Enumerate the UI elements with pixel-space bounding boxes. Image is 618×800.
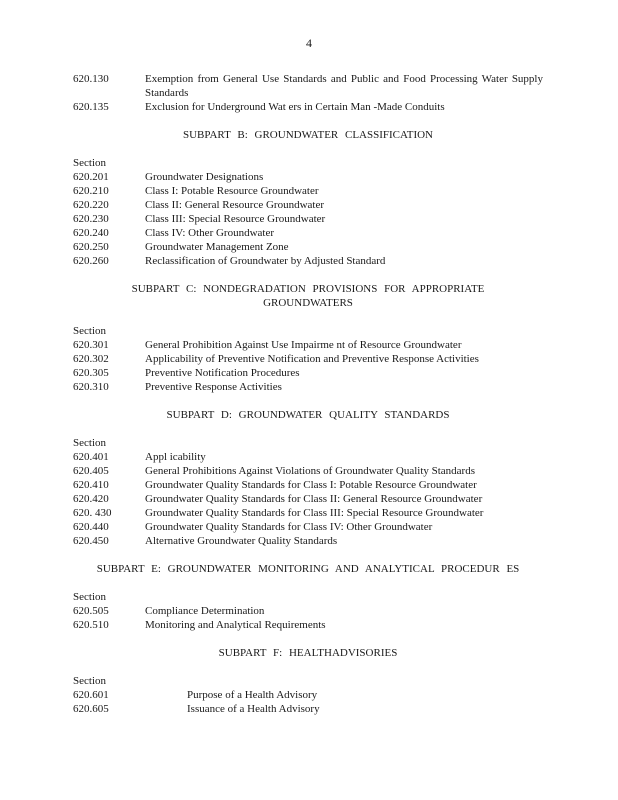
section-number: 620.601 xyxy=(73,689,109,701)
section-title: Issuance of a Health Advisory xyxy=(187,703,320,715)
toc-row xyxy=(73,380,543,394)
section-number: 620.440 xyxy=(73,521,109,533)
subpart-d-heading: SUBPART D: GROUNDWATER QUALITY STANDARDS xyxy=(166,409,450,421)
section-title: Groundwater Quality Standards for Class II: General Resource Groundwater xyxy=(145,493,483,505)
toc-row xyxy=(73,534,543,548)
toc-row xyxy=(73,450,543,464)
section-title: Reclassification of Groundwater by Adjusted Standard xyxy=(145,255,386,267)
section-title: Preventive Notification Procedures xyxy=(145,367,300,379)
section-number: 620.405 xyxy=(73,465,109,477)
section-number: 620.250 xyxy=(73,241,109,253)
page-number: 4 xyxy=(306,36,312,50)
section-number: 620.605 xyxy=(73,703,109,715)
section-number: 620.505 xyxy=(73,605,109,617)
toc-row xyxy=(73,688,543,702)
section-title: Groundwater Quality Standards for Class IV: Other Groundwater xyxy=(145,521,433,533)
toc-row xyxy=(73,72,543,100)
toc-row xyxy=(73,366,543,380)
section-title: Class IV: Other Groundwater xyxy=(145,227,275,239)
section-number: 620. 430 xyxy=(73,507,112,519)
toc-row xyxy=(73,226,543,240)
section-number: 620.240 xyxy=(73,227,109,239)
section-label: Section xyxy=(73,591,106,603)
section-title: Groundwater Quality Standards for Class III: Special Resource Groundwater xyxy=(145,507,484,519)
table-of-contents xyxy=(73,72,543,716)
section-number: 620.301 xyxy=(73,339,109,351)
section-number: 620.450 xyxy=(73,535,109,547)
toc-row xyxy=(73,240,543,254)
section-title: Compliance Determination xyxy=(145,605,265,617)
section-title: Monitoring and Analytical Requirements xyxy=(145,619,326,631)
section-title: General Prohibitions Against Violations of Groundwater Quality Standards xyxy=(145,465,476,477)
section-title: Purpose of a Health Advisory xyxy=(187,689,318,701)
section-title: Alternative Groundwater Quality Standards xyxy=(145,535,338,547)
toc-row xyxy=(73,100,543,114)
section-title: Class III: Special Resource Groundwater xyxy=(145,213,326,225)
section-number: 620.310 xyxy=(73,381,109,393)
toc-row xyxy=(73,184,543,198)
section-number: 620.135 xyxy=(73,101,109,113)
section-number: 620.260 xyxy=(73,255,109,267)
section-number: 620.302 xyxy=(73,353,109,365)
toc-row xyxy=(73,618,543,632)
section-number: 620.201 xyxy=(73,171,109,183)
section-number: 620.510 xyxy=(73,619,109,631)
subpart-c-heading xyxy=(73,282,543,310)
toc-row xyxy=(73,492,543,506)
section-title: Exclusion for Underground Wat ers in Certain Man -Made Conduits xyxy=(145,101,445,113)
subpart-c-heading-line1: SUBPART C: NONDEGRADATION PROVISIONS FOR APPROPRIATE xyxy=(131,283,485,295)
toc-row xyxy=(73,254,543,268)
section-title: Groundwater Quality Standards for Class I: Potable Resource Groundwater xyxy=(145,479,477,491)
subpart-c-heading-line2: GROUNDWATERS xyxy=(263,297,353,309)
toc-row xyxy=(73,170,543,184)
section-title: Applicability of Preventive Notification and Preventive Response Activities xyxy=(145,353,479,365)
toc-row xyxy=(73,352,543,366)
section-label: Section xyxy=(73,325,106,337)
section-title: Class II: General Resource Groundwater xyxy=(145,199,324,211)
toc-row xyxy=(73,212,543,226)
section-number: 620.401 xyxy=(73,451,109,463)
section-title: Preventive Response Activities xyxy=(145,381,282,393)
section-number: 620.410 xyxy=(73,479,109,491)
section-number: 620.210 xyxy=(73,185,109,197)
toc-row xyxy=(73,338,543,352)
section-title: Exemption from General Use Standards and Public and Food Processing Water Supply Standards xyxy=(145,73,543,99)
toc-row xyxy=(73,464,543,478)
toc-row xyxy=(73,520,543,534)
toc-row xyxy=(73,506,543,520)
toc-row xyxy=(73,478,543,492)
section-label: Section xyxy=(73,675,106,687)
toc-row xyxy=(73,702,543,716)
section-number: 620.230 xyxy=(73,213,109,225)
section-title: Groundwater Designations xyxy=(145,171,264,183)
subpart-e-heading: SUBPART E: GROUNDWATER MONITORING AND ANALYTICAL PROCEDUR ES xyxy=(96,563,520,575)
section-title: Class I: Potable Resource Groundwater xyxy=(145,185,319,197)
section-number: 620.420 xyxy=(73,493,109,505)
section-number: 620.130 xyxy=(73,73,109,85)
subpart-f-heading: SUBPART F: HEALTHADVISORIES xyxy=(218,647,398,659)
section-title: General Prohibition Against Use Impairme nt of Resource Groundwater xyxy=(145,339,462,351)
section-title: Appl icability xyxy=(145,451,206,463)
section-label: Section xyxy=(73,437,106,449)
subpart-b-heading: SUBPART B: GROUNDWATER CLASSIFICATION xyxy=(182,129,434,141)
toc-row xyxy=(73,604,543,618)
section-title: Groundwater Management Zone xyxy=(145,241,289,253)
toc-row xyxy=(73,198,543,212)
section-number: 620.305 xyxy=(73,367,109,379)
section-label: Section xyxy=(73,157,106,169)
section-number: 620.220 xyxy=(73,199,109,211)
